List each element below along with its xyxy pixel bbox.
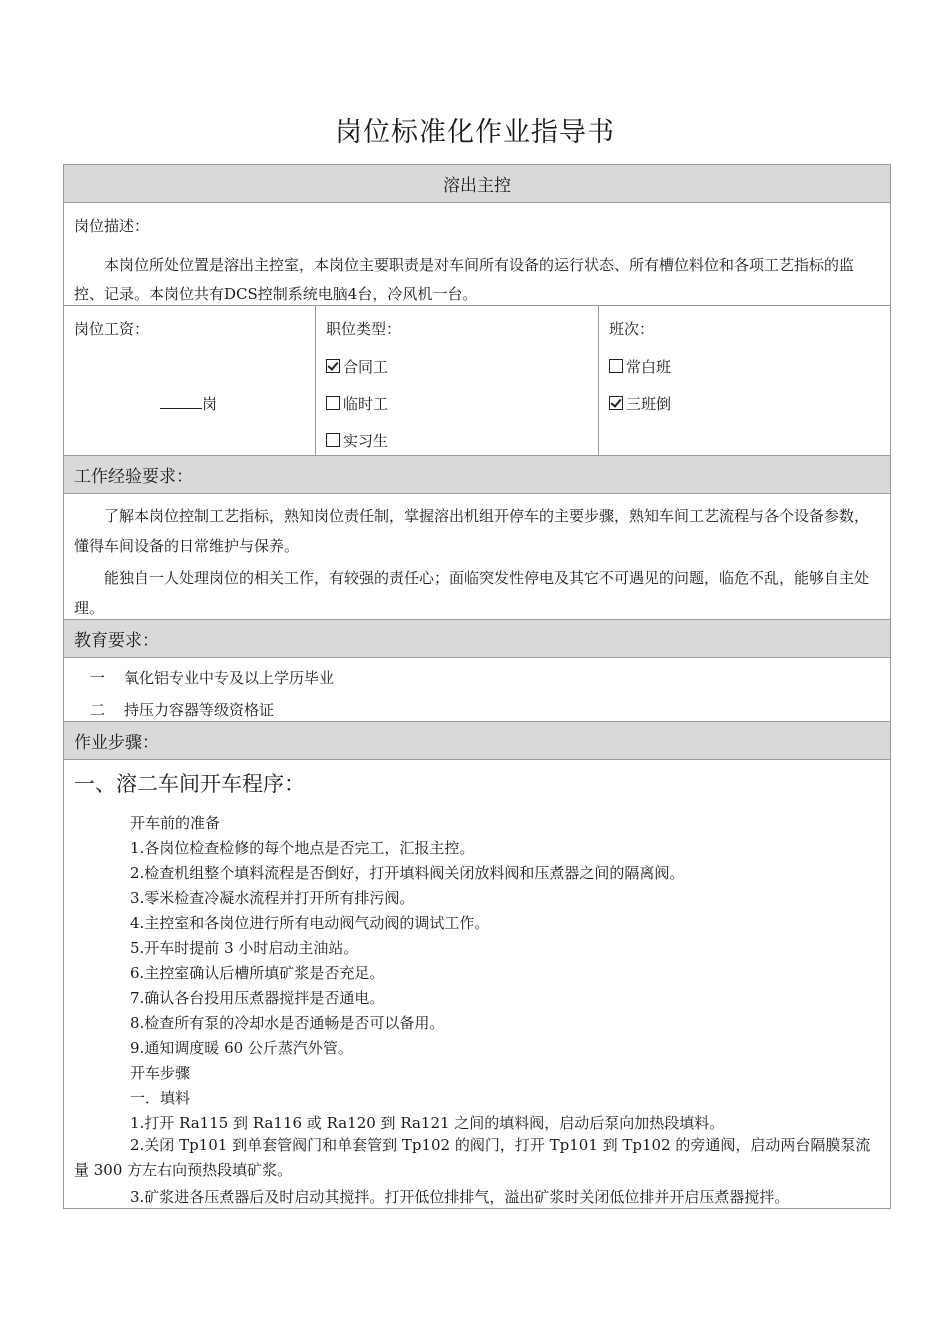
wage-cell	[64, 306, 316, 455]
education-header: 教育要求：	[64, 620, 890, 658]
checkbox-checked-icon[interactable]	[326, 359, 340, 373]
steps-header: 作业步骤：	[64, 722, 890, 760]
education-item: 一 氧化铝专业中专及以上学历毕业	[90, 669, 335, 687]
shift-option-day[interactable]: 常白班	[609, 356, 671, 377]
step-line: 3.零米检查冷凝水流程并打开所有排污阀。	[130, 889, 415, 907]
experience-section	[64, 494, 890, 620]
job-type-option-intern[interactable]: 实习生	[326, 430, 388, 451]
education-section	[64, 658, 890, 722]
job-type-option-contract[interactable]: 合同工	[326, 356, 388, 377]
shift-option-three-shift[interactable]: 三班倒	[609, 393, 671, 414]
step-line: 4.主控室和各岗位进行所有电动阀气动阀的调试工作。	[130, 914, 490, 932]
step-line: 1.打开 Ra115 到 Ra116 或 Ra120 到 Ra121 之间的填料阀，启动后泵向加热段填料。	[130, 1114, 725, 1132]
step-line: 7.确认各台投用压煮器搅拌是否通电。	[130, 989, 385, 1007]
steps-section	[64, 760, 890, 1208]
education-item: 二 持压力容器等级资格证	[90, 701, 275, 719]
wage-label: 岗位工资：	[74, 320, 150, 338]
wage-suffix: 岗	[202, 395, 218, 413]
step-line: 9.通知调度暖 60 公斤蒸汽外管。	[130, 1039, 353, 1057]
description-text: 本岗位所处位置是溶出主控室，本岗位主要职责是对车间所有设备的运行状态、所有槽位料位和各项工艺指标的监控、记录。本岗位共有DCS控制系统电脑4台，冷风机一台。	[74, 256, 855, 303]
job-info-row	[64, 306, 890, 456]
step-line: 开车前的准备	[130, 814, 221, 832]
job-type-cell	[316, 306, 599, 455]
experience-paragraph-1: 了解本岗位控制工艺指标，熟知岗位责任制，掌握溶出机组开停车的主要步骤，熟知车间工艺流程与各个设备参数，懂得车间设备的日常维护与保养。	[74, 507, 870, 555]
job-type-option-temporary[interactable]: 临时工	[326, 393, 388, 414]
step-line: 5.开车时提前 3 小时启动主油站。	[130, 939, 359, 957]
step-line: 1.各岗位检查检修的每个地点是否完工，汇报主控。	[130, 839, 475, 857]
position-name: 溶出主控	[64, 165, 890, 203]
step-line: 2.关闭 Tp101 到单套管阀门和单套管到 Tp102 的阀门，打开 Tp101 到 Tp102 的旁通阀，启动两台隔膜泵流量 300 方左右向预热段填矿浆。	[74, 1136, 871, 1179]
steps-heading: 一、溶二车间开车程序：	[74, 772, 305, 796]
checkbox-checked-icon[interactable]	[609, 396, 623, 410]
description-label: 岗位描述：	[74, 217, 150, 235]
experience-header: 工作经验要求：	[64, 456, 890, 494]
experience-paragraph-2: 能独自一人处理岗位的相关工作，有较强的责任心；面临突发性停电及其它不可遇见的问题，临危不乱，能够自主处理。	[74, 569, 870, 617]
checkbox-icon[interactable]	[326, 433, 340, 447]
wage-grade	[160, 393, 217, 414]
step-line: 一．填料	[130, 1089, 191, 1107]
step-line: 2.检查机组整个填料流程是否倒好，打开填料阀关闭放料阀和压煮器之间的隔离阀。	[130, 864, 685, 882]
step-line: 开车步骤	[130, 1064, 191, 1082]
job-type-label: 职位类型：	[326, 320, 402, 338]
page-title: 岗位标准化作业指导书	[335, 117, 615, 148]
checkbox-icon[interactable]	[326, 396, 340, 410]
shift-label: 班次：	[609, 320, 655, 338]
shift-cell	[599, 306, 890, 455]
step-line: 8.检查所有泵的冷却水是否通畅是否可以备用。	[130, 1014, 445, 1032]
checkbox-icon[interactable]	[609, 359, 623, 373]
wage-blank	[160, 394, 202, 409]
description-section	[64, 203, 890, 306]
step-line: 3.矿浆进各压煮器后及时启动其搅拌。打开低位排排气，溢出矿浆时关闭低位排并开启压煮器搅拌。	[130, 1188, 790, 1206]
job-instruction-table	[63, 164, 891, 1209]
step-line: 6.主控室确认后槽所填矿浆是否充足。	[130, 964, 385, 982]
